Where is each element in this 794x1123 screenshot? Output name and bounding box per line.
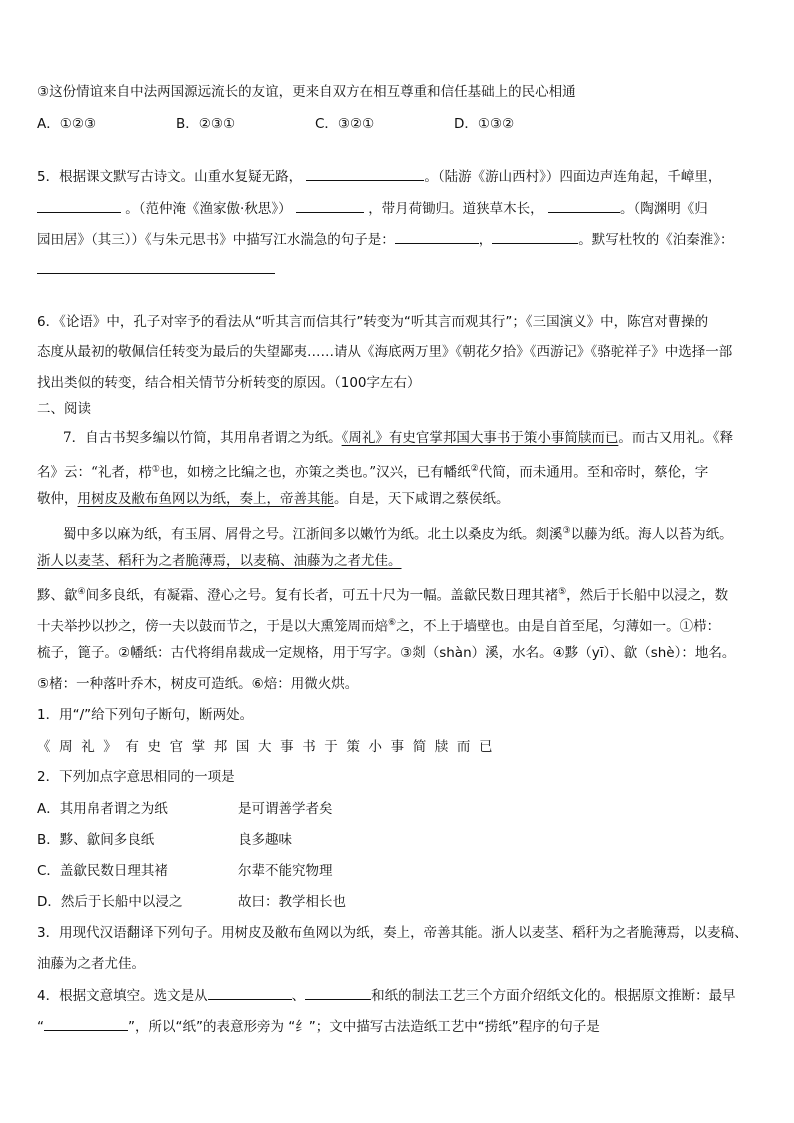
sub2-option-c[interactable]: C．盖歙民数日理其褚 尔辈不能究物理	[37, 863, 333, 879]
answer-blank[interactable]	[395, 229, 479, 244]
sub4-line-2: “ ”，所以“纸”的表意形旁为 “纟”；文中描写古法造纸工艺中“捞纸”程序的句子是	[37, 1016, 600, 1037]
passage-line: 十夫举抄以抄之，傍一夫以鼓而节之，于是以大熏笼周而焙⑥之，不上于墙壁也。由是自首至尾，匀薄如一。①栉：	[37, 618, 721, 635]
sub1-sentence: 《周礼》有史官掌邦国大事书于策小事简牍而已	[37, 739, 502, 755]
sub2-option-d[interactable]: D．然后于长船中以浸之 故曰：教学相长也	[37, 894, 346, 910]
section-heading: 二、阅读	[37, 401, 91, 417]
q4-item-3: ③这份情谊来自中法两国源远流长的友谊，更来自双方在相互尊重和信任基础上的民心相通	[37, 84, 576, 100]
passage-line: 7．自古书契多编以竹简，其用帛者谓之为纸。《周礼》有史官掌邦国大事书于策小事简牍而已。而古又用礼。《释	[63, 430, 734, 446]
q5-line-3: 园田居》（其三））《与朱元思书》中描写江水湍急的句子是： ， 。默写杜牧的《泊秦淮》：	[37, 229, 734, 250]
note-marker: ②	[470, 464, 479, 474]
answer-blank[interactable]	[492, 229, 578, 244]
sub3-line-1: 3．用现代汉语翻译下列句子。用树皮及敝布鱼网以为纸，奏上，帝善其能。浙人以麦茎、稻秆为之者脆薄焉，以麦稿、	[37, 925, 748, 941]
option-d: D．①③②	[454, 116, 515, 132]
answer-blank[interactable]	[306, 166, 424, 181]
q4-options	[37, 114, 514, 134]
sub1-prompt: 1．用“/”给下列句子断句，断两处。	[37, 707, 254, 723]
answer-blank[interactable]	[208, 985, 292, 1000]
answer-blank[interactable]	[37, 198, 121, 213]
option-a: A．①②③	[37, 116, 97, 132]
passage-line: 蜀中多以麻为纸，有玉屑、屑骨之号。江浙间多以嫩竹为纸。北土以桑皮为纸。剡溪③以藤为纸。海人以苔为纸。	[63, 526, 733, 543]
q6-line-1: 6．《论语》中，孔子对宰予的看法从“听其言而信其行”转变为“听其言而观其行”；《三国演义》中，陈宫对曹操的	[37, 314, 709, 330]
passage-line: 浙人以麦茎、稻秆为之者脆薄焉，以麦稿、油藤为之者尤佳。	[37, 553, 402, 569]
note-marker: ④	[77, 587, 86, 597]
answer-blank[interactable]	[548, 198, 620, 213]
sub2-option-b[interactable]: B．黟、歙间多良纸 良多趣味	[37, 832, 292, 848]
note-marker: 栉①	[138, 464, 160, 481]
sub4-line-1: 4．根据文意填空。选文是从 、 和纸的制法工艺三个方面介绍纸文化的。根据原文推断：最早	[37, 985, 736, 1006]
passage-line: 黟、歙④间多良纸，有凝霜、澄心之号。复有长者，可五十尺为一幅。盖歙民数日理其褚⑤，然后于长船中以浸之，数	[37, 587, 729, 604]
notes-line: ⑤楮：一种落叶乔木，树皮可造纸。⑥焙：用微火烘。	[37, 676, 359, 692]
q5-line-2: 。（范仲淹《渔家傲·秋思》） ，带月荷锄归。道狭草木长， 。（陶渊明《归	[37, 198, 708, 219]
note-marker: ⑥	[388, 618, 397, 628]
option-c: C．③②①	[315, 116, 375, 132]
q6-line-2: 态度从最初的敬佩信任转变为最后的失望鄙夷……请从《海底两万里》《朝花夕拾》《西游记》《骆驼祥子》中选择一部	[37, 344, 733, 360]
sub2-option-a[interactable]: A．其用帛者谓之为纸 是可谓善学者矣	[37, 801, 333, 817]
answer-blank[interactable]	[296, 198, 364, 213]
q6-line-3: 找出类似的转变，结合相关情节分析转变的原因。（100字左右）	[37, 375, 421, 391]
answer-blank-long[interactable]	[37, 273, 275, 274]
note-marker: ⑤	[558, 587, 567, 597]
notes-line: 梳子，篦子。②幡纸：古代将绢帛裁成一定规格，用于写字。③剡（shàn）溪，水名。④黟（yī）、歙（shè）：地名。	[37, 645, 736, 661]
note-marker: ③	[562, 526, 571, 536]
answer-blank[interactable]	[305, 985, 371, 1000]
option-b: B．②③①	[176, 116, 236, 132]
sub3-line-2: 油藤为之者尤佳。	[37, 956, 145, 972]
sub2-prompt: 2．下列加点字意思相同的一项是	[37, 769, 235, 785]
passage-line: 敬仲，用树皮及敝布鱼网以为纸，奏上，帝善其能。自是，天下咸谓之蔡侯纸。	[37, 491, 510, 507]
q5-line-1: 5．根据课文默写古诗文。山重水复疑无路， 。（陆游《游山西村》）四面边声连角起，千嶂里，	[37, 166, 721, 187]
answer-blank[interactable]	[44, 1016, 128, 1031]
passage-line: 名》云：“礼者，栉①也，如榜之比编之也，亦策之类也。”汉兴，已有幡纸②代简，而未通用。至和帝时，蔡伦，字	[37, 464, 709, 481]
